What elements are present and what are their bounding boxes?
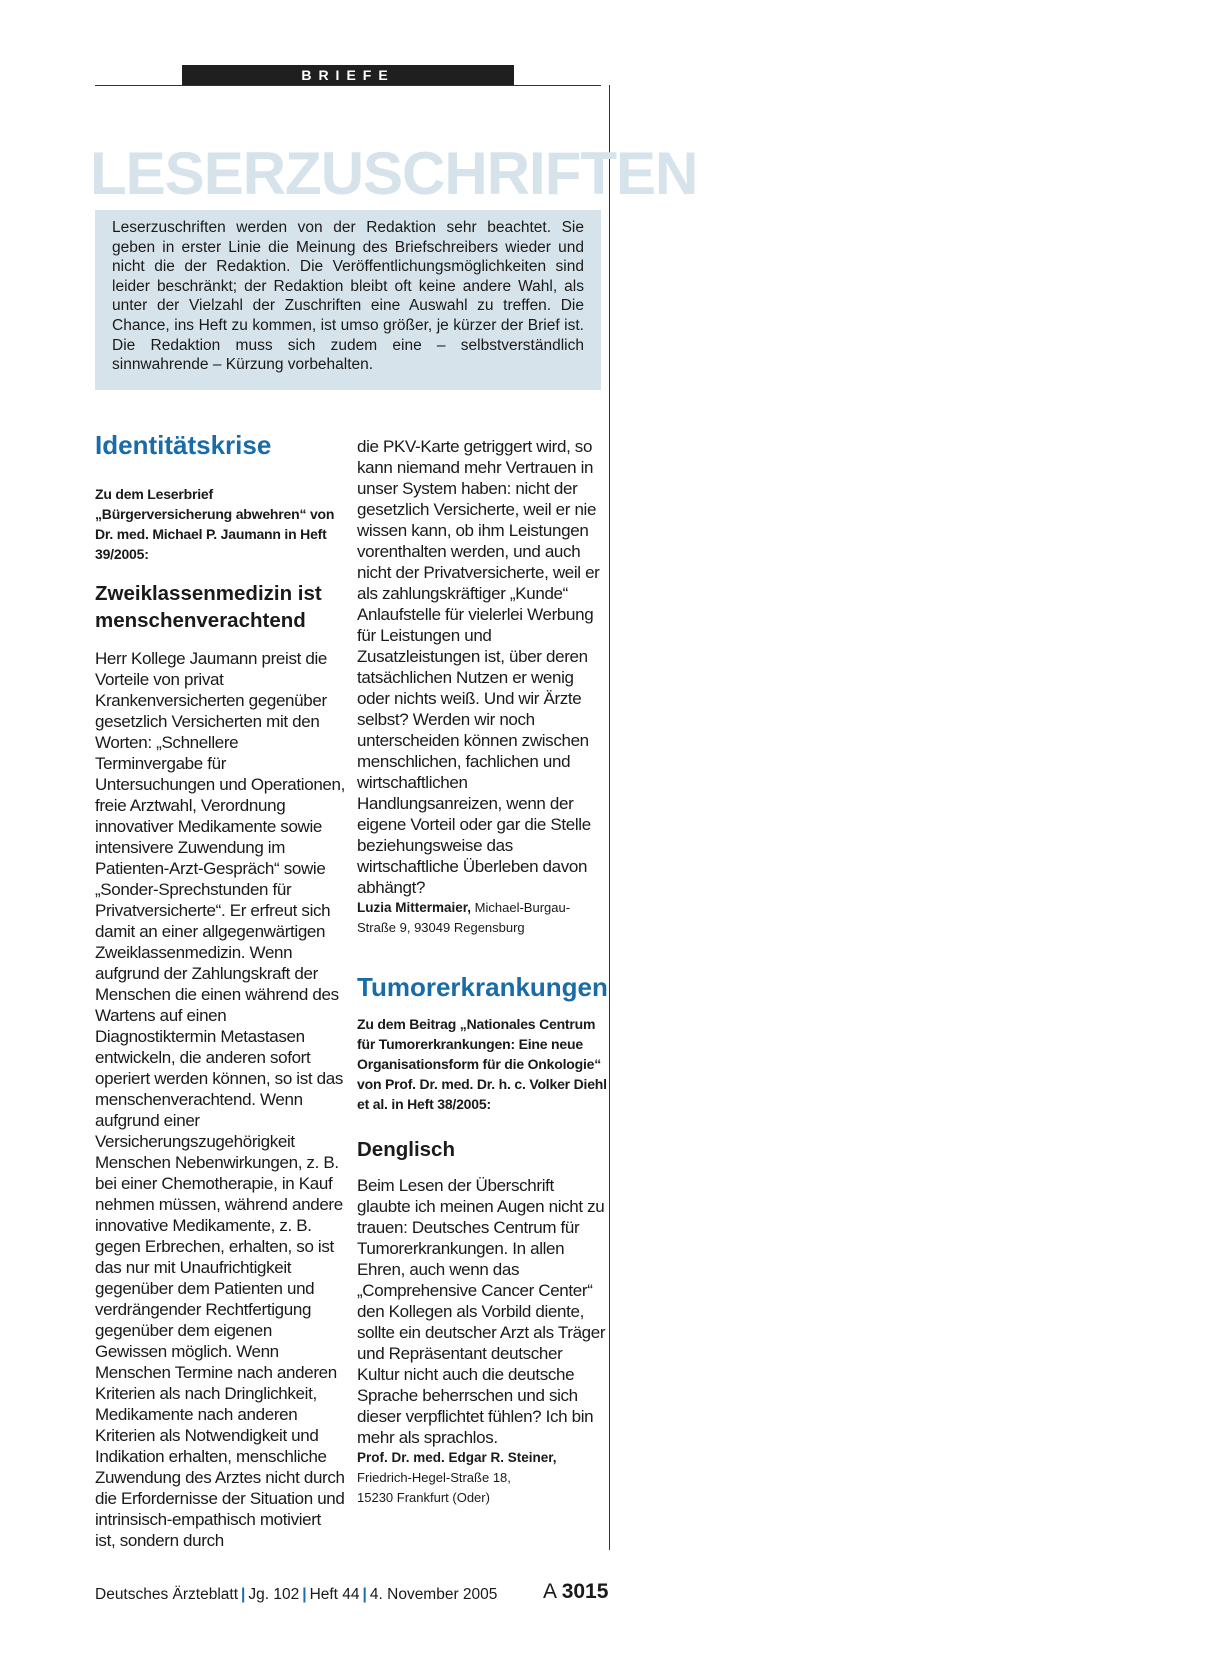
article-reference: Zu dem Leserbrief „Bürgerversicherung abwehren“ von Dr. med. Michael P. Jaumann in Heft 39/2005: <box>95 486 335 562</box>
author-address-line1: Friedrich-Hegel-Straße 18, <box>357 1470 511 1485</box>
issue-date: 4. November 2005 <box>369 1586 498 1603</box>
article-reference: Zu dem Beitrag „Nationales Centrum für Tumorerkrankungen: Eine neue Organisationsform für die Onkologie“ von Prof. Dr. med. Dr. h. c. Volker Diehl et al. in Heft 38/2005: <box>357 1016 607 1112</box>
author-address-line2: 15230 Frankfurt (Oder) <box>357 1490 490 1505</box>
article-body-continued: die PKV-Karte getriggert wird, so kann niemand mehr Vertrauen in unser System haben: nicht der gesetzlich Versicherte, weil er nie wissen kann, ob ihm Leistungen vorenthalten werden, und auch nicht der Privatversicherte, weil er als zahlungskräftiger „Kunde“ Anlaufstelle für vielerlei Werbung für Leistungen und Zusatzleistungen ist, über deren tatsächlichen Nutzen er wenig oder nichts weiß. Und wir Ärzte selbst? Werden wir noch unterscheiden können zwischen menschlichen, fachlichen und wirtschaftlichen Handlungsanreizen, wenn der eigene Vorteil oder gar die Stelle beziehungsweise das wirtschaftliche Überleben davon abhängt? <box>357 437 600 897</box>
page-title: LESERZUSCHRIFTEN <box>90 140 698 207</box>
page-number-value: 3015 <box>561 1580 609 1603</box>
separator: | <box>362 1586 367 1603</box>
section-label: BRIEFE <box>182 65 514 86</box>
column-rule <box>609 85 610 1550</box>
top-rule <box>95 85 601 86</box>
author-name: Prof. Dr. med. Edgar R. Steiner, <box>357 1450 557 1465</box>
volume: Jg. 102 <box>248 1586 300 1603</box>
intro-box <box>95 210 601 390</box>
page-prefix: A <box>543 1580 556 1603</box>
author-name: Luzia Mittermaier, <box>357 900 472 915</box>
page-number <box>543 1580 608 1604</box>
column-2 <box>357 436 607 1508</box>
intro-text: Leserzuschriften werden von der Redaktion sehr beachtet. Sie geben in erster Linie die Meinung des Briefschreibers wieder und nicht die der Redaktion. Die Veröffentlichungsmöglichkeiten sind leider beschränkt; der Redaktion bleibt oft keine andere Wahl, als unter der Vielzahl der Zuschriften eine Auswahl zu treffen. Die Chance, ins Heft zu kommen, ist umso größer, je kürzer der Brief ist. Die Redaktion muss sich zudem eine – selbstverständlich sinnwahrende – Kürzung vorbehalten. <box>112 219 584 374</box>
article-headline: Zweiklassenmedizin ist menschenverachtend <box>95 582 322 632</box>
author-signature <box>357 1448 607 1508</box>
journal-name: Deutsches Ärzteblatt <box>95 1586 239 1603</box>
article-body: Beim Lesen der Überschrift glaubte ich meinen Augen nicht zu trauen: Deutsches Centrum für Tumorerkrankungen. In allen Ehren, auch wenn das „Comprehensive Cancer Center“ den Kollegen als Vorbild diente, sollte ein deutscher Arzt als Träger und Repräsentant deutscher Kultur nicht auch die deutsche Sprache beherrschen und sich dieser verpflichtet fühlen? Ich bin mehr als sprachlos. <box>357 1176 606 1447</box>
article-title: Identitätskrise <box>95 430 272 460</box>
separator: | <box>241 1586 246 1603</box>
column-1 <box>95 428 345 1551</box>
footer-citation <box>95 1586 497 1604</box>
article-title: Tumorerkrankungen <box>357 972 608 1002</box>
separator: | <box>302 1586 307 1603</box>
author-signature <box>357 898 607 938</box>
article-headline: Denglisch <box>357 1138 455 1161</box>
issue: Heft 44 <box>309 1586 360 1603</box>
article-body: Herr Kollege Jaumann preist die Vorteile von privat Krankenversicherten gegenüber gesetzlich Versicherten mit den Worten: „Schnellere Terminvergabe für Untersuchungen und Operationen, freie Arztwahl, Verordnung innovativer Medikamente sowie intensivere Zuwendung im Patienten-Arzt-Gespräch“ sowie „Sonder-Sprechstunden für Privatversicherte“. Er erfreut sich damit an einer allgegenwärtigen Zweiklassenmedizin. Wenn aufgrund der Zahlungskraft der Menschen die einen während des Wartens auf einen Diagnostiktermin Metastasen entwickeln, die anderen sofort operiert werden können, so ist das menschenverachtend. Wenn aufgrund einer Versicherungszugehörigkeit Menschen Nebenwirkungen, z. B. bei einer Chemotherapie, in Kauf nehmen müssen, während andere innovative Medikamente, z. B. gegen Erbrechen, erhalten, so ist das nur mit Unaufrichtigkeit gegenüber dem Patienten und verdrängender Rechtfertigung gegenüber dem eigenen Gewissen möglich. Wenn Menschen Termine nach anderen Kriterien als nach Dringlichkeit, Medikamente nach anderen Kriterien als Notwendigkeit und Indikation erhalten, menschliche Zuwendung des Arztes nicht durch die Erfordernisse der Situation und intrinsisch-empathisch motiviert ist, sondern durch <box>95 649 346 1550</box>
author-address: Michael-Burgau-Straße 9, 93049 Regensburg <box>357 900 571 935</box>
